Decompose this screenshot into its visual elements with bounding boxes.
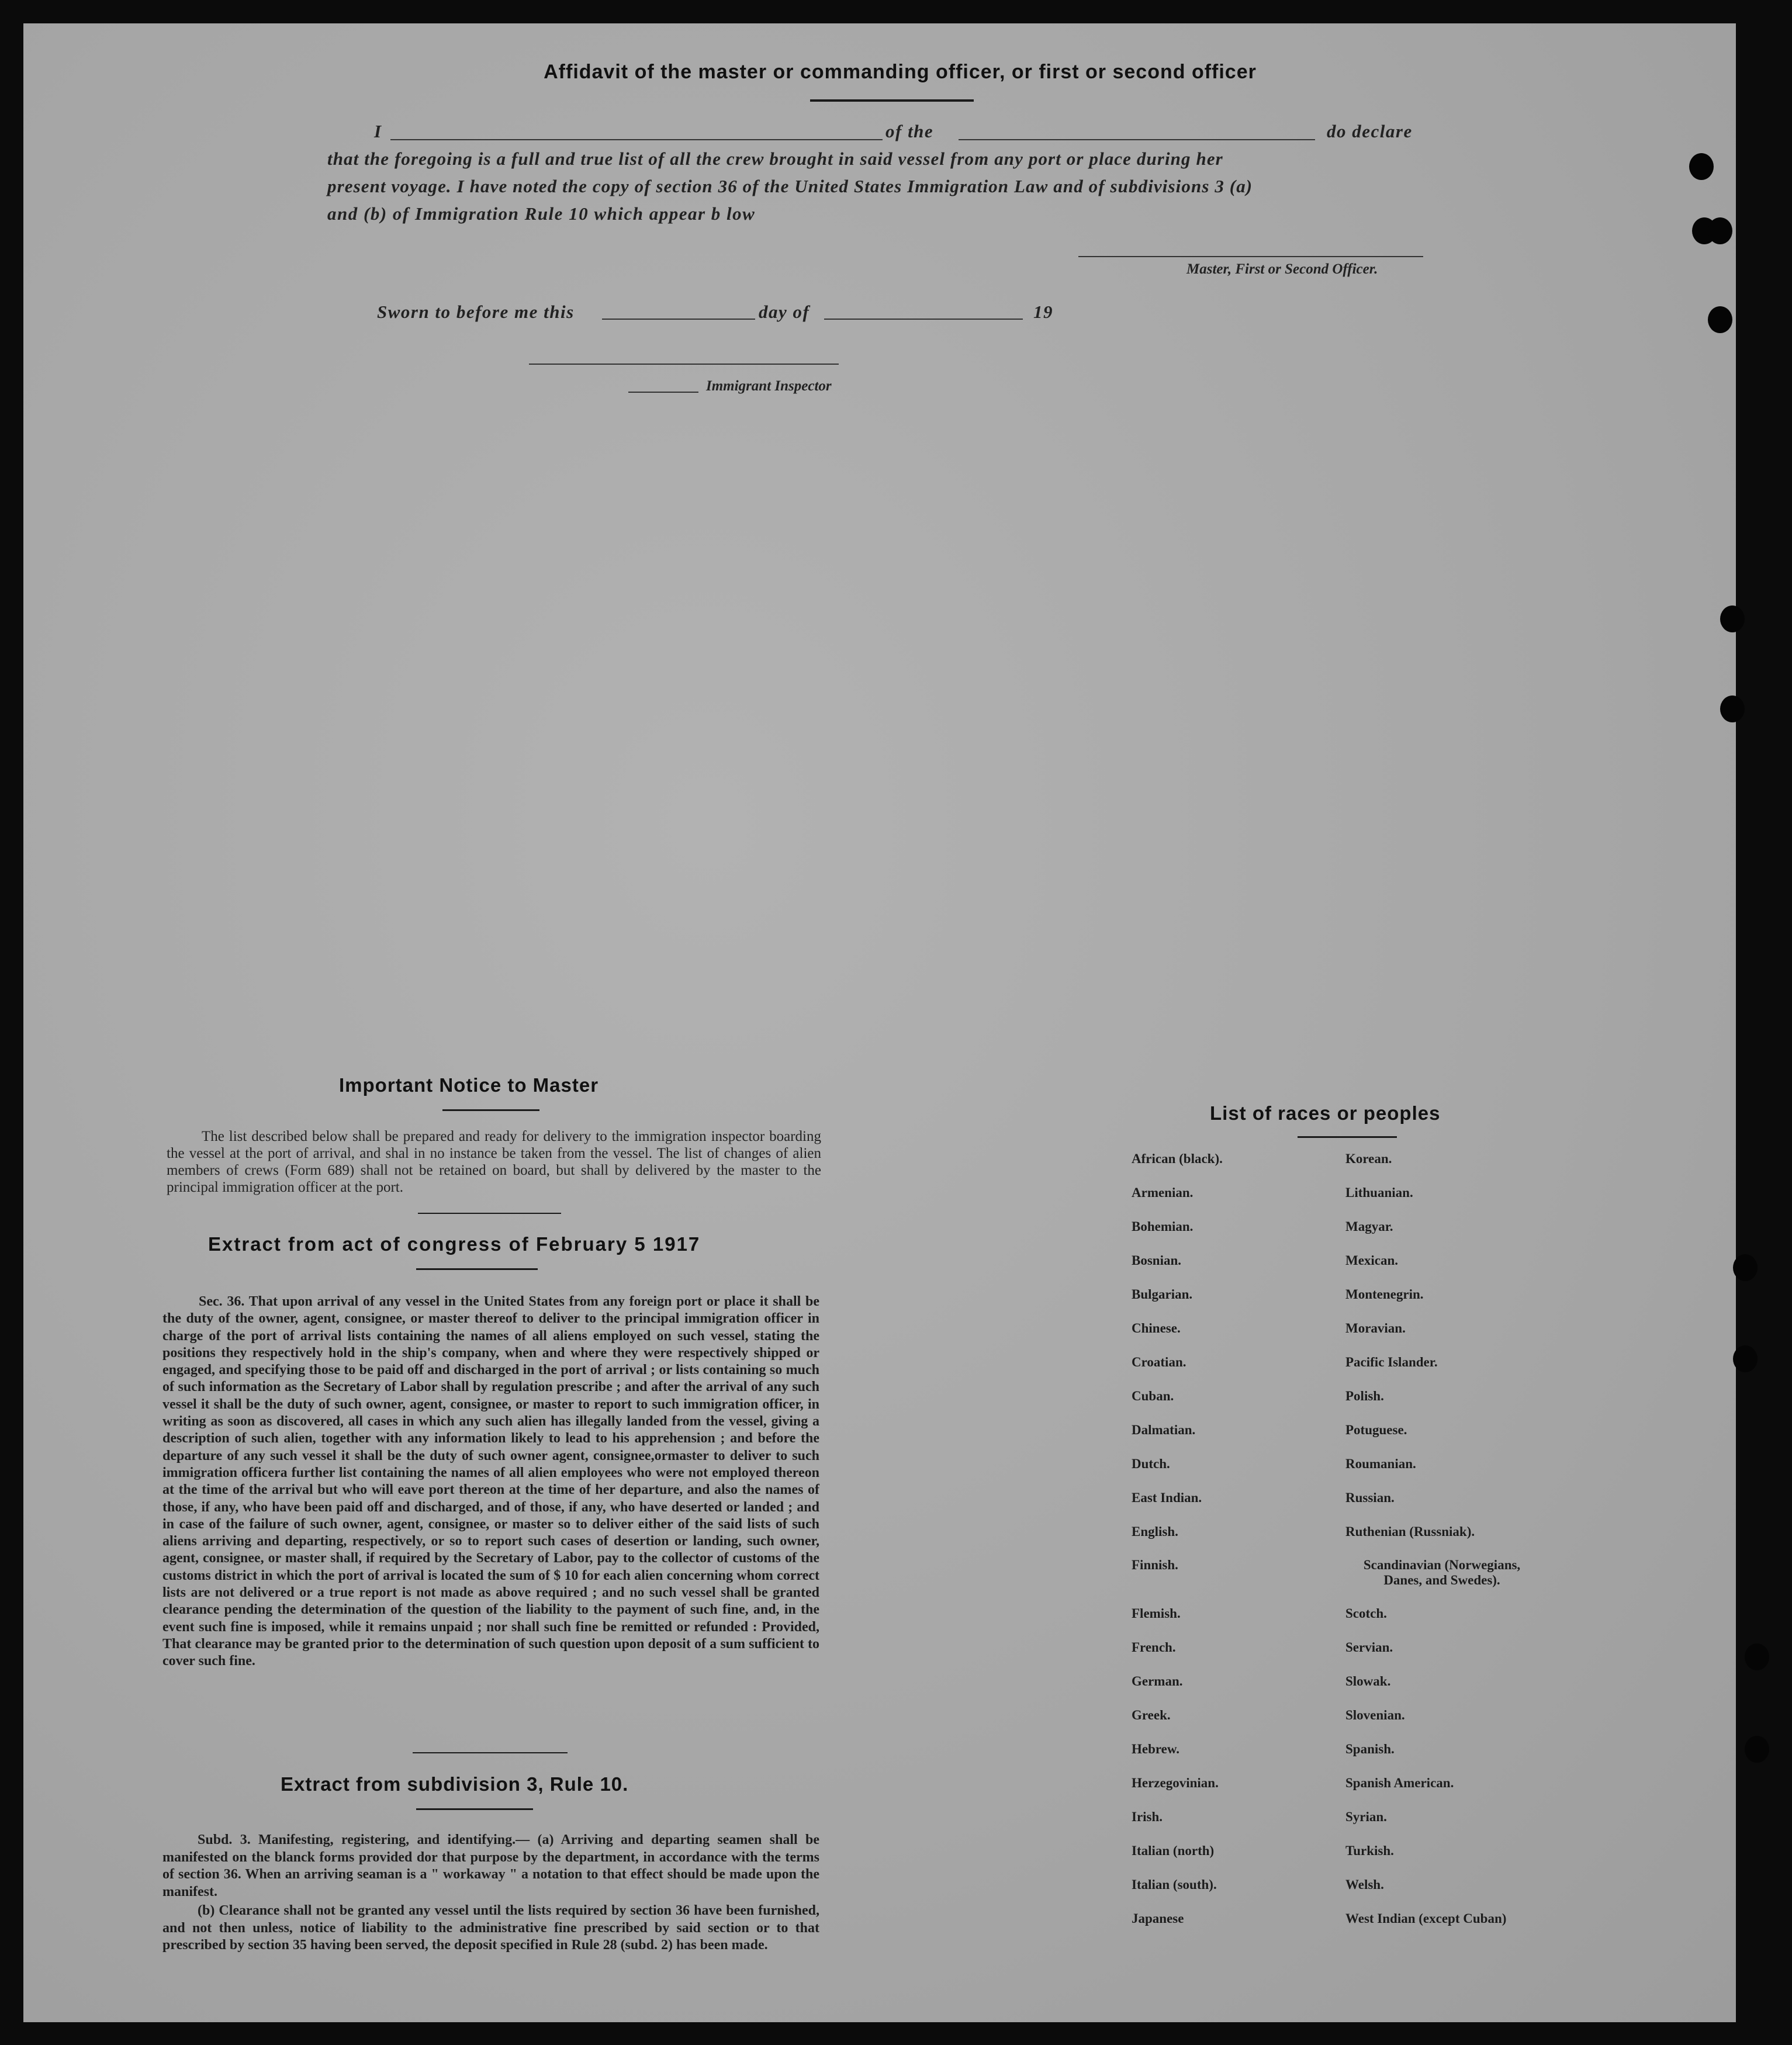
race-right-item: Montenegrin.: [1345, 1287, 1424, 1302]
rule-subdivision-b: (b) Clearance shall not be granted any vessel until the lists required by section 36 have been furnished, and not then unless, notice of liability to the administrative fine prescribed by said section or to that prescribed by section 35 having been served, the deposit specified in Rule 28 (subd. 2) has been made.: [162, 1903, 819, 1953]
sworn-day-blank: [602, 319, 755, 320]
race-left-item: Hebrew.: [1132, 1742, 1179, 1756]
race-left-item: English.: [1132, 1524, 1178, 1539]
master-signature-line: [1078, 256, 1423, 257]
race-left-item: German.: [1132, 1674, 1183, 1688]
binder-hole: [1745, 1643, 1769, 1670]
inspector-label: Immigrant Inspector: [706, 378, 832, 394]
binder-hole: [1720, 695, 1745, 722]
races-title: List of races or peoples: [1210, 1102, 1441, 1124]
race-left-item: East Indian.: [1132, 1490, 1202, 1505]
race-right-item: Servian.: [1345, 1640, 1393, 1655]
name-blank: [390, 139, 883, 140]
race-right-item: Mexican.: [1345, 1253, 1399, 1268]
race-right-item: Slovenian.: [1345, 1708, 1405, 1722]
race-left-item: Bulgarian.: [1132, 1287, 1193, 1302]
notice-divider: [418, 1213, 561, 1214]
race-right-item: Turkish.: [1345, 1843, 1394, 1858]
race-left-item: Flemish.: [1132, 1606, 1181, 1621]
affidavit-line-3: present voyage. I have noted the copy of section 36 of the United States Immigration Law and of subdivisions 3 (a): [327, 176, 1253, 196]
race-right-item: Spanish American.: [1345, 1776, 1454, 1790]
race-left-item: Bohemian.: [1132, 1219, 1193, 1234]
act-title-underline: [416, 1268, 538, 1270]
form-page: [23, 23, 1736, 2022]
act-divider: [413, 1752, 568, 1753]
race-left-item: Italian (south).: [1132, 1877, 1217, 1892]
binder-hole: [1708, 217, 1732, 244]
race-left-item: Italian (north): [1132, 1843, 1215, 1858]
affidavit-line-1: I: [374, 121, 382, 141]
race-right-item: Scotch.: [1345, 1606, 1387, 1621]
binder-hole: [1745, 1736, 1769, 1763]
affidavit-line-4: and (b) of Immigration Rule 10 which appear b low: [327, 203, 756, 224]
race-right-item: Potuguese.: [1345, 1423, 1407, 1437]
race-right-item: West Indian (except Cuban): [1345, 1911, 1507, 1926]
act-title: Extract from act of congress of February 5 1917: [208, 1233, 701, 1255]
affidavit-title: Affidavit of the master or commanding officer, or first or second officer: [544, 61, 1257, 83]
race-left-item: Chinese.: [1132, 1321, 1181, 1335]
sworn-prefix: Sworn to before me this: [377, 302, 575, 322]
race-left-item: Japanese: [1132, 1911, 1184, 1926]
binder-hole: [1733, 1345, 1758, 1372]
race-right-item: Welsh.: [1345, 1877, 1384, 1892]
act-section-36-text: Sec. 36. That upon arrival of any vessel in the United States from any foreign port or place it shall be the duty of the owner, agent, consignee, or master thereof to deliver to the principal immigration officer in charge of the port of arrival lists containing the names of all aliens employed on such vessel, stating the positions they respectively hold in the ship's company, when and where they were respectively shipped or engaged, and specifying those to be paid off and discharged in the port of arrival ; or lists containing so much of such information as the Secretary of Labor shall by regulation prescribe ; and after the arrival of any such vessel it shall be the duty of such owner, agent, consignee, or master to report to such immigration officer, in writing as soon as discovered, all cases in which any such alien has illegally landed from the vessel, giving a description of such alien, together with any information likely to lead to his apprehension ; and before the departure of any such vessel it shall be the duty of such owner agent, consignee,ormaster to deliver to such immigration officera further list containing the names of all alien employees who were not employed thereon at the time of the arrival but who will eave port thereon at the time of her departure, and also the names of those, if any, who have been paid off and discharged, and of those, if any, who have deserted or landed ; and in case of the failure of such owner, agent, consignee, or master so to deliver either of the said lists of such aliens arriving and departing, respectively, or so to report such cases of desertion or landing, such owner, agent, consignee, or master shall, if required by the Secretary of Labor, pay to the collector of customs of the customs district in which the port of arrival is located the sum of $ 10 for each alien concerning whom correct lists are not delivered or a true report is not made as above required ; and no such vessel shall be granted clearance pending the determination of the question of the liability to the payment of such fine, and, in the event such fine is imposed, while it remains unpaid ; nor shall such fine be remitted or refunded : Provided, That clearance may be granted prior to the determination of such question upon deposit of a sum sufficient to cover such fine.: [162, 1294, 819, 1669]
race-left-item: Dalmatian.: [1132, 1423, 1196, 1437]
binder-hole: [1708, 306, 1732, 333]
affidavit-do-declare: do declare: [1327, 121, 1413, 141]
race-left-item: Croatian.: [1132, 1355, 1186, 1369]
race-right-item: Polish.: [1345, 1389, 1384, 1403]
race-left-item: Finnish.: [1132, 1558, 1178, 1572]
race-right-item: Moravian.: [1345, 1321, 1406, 1335]
race-right-item: Syrian.: [1345, 1809, 1387, 1824]
notice-title-underline: [442, 1109, 539, 1111]
affidavit-of-the: of the: [885, 121, 934, 141]
race-left-item: Dutch.: [1132, 1456, 1170, 1471]
rule-subdivision-a: Subd. 3. Manifesting, registering, and identifying.— (a) Arriving and departing seamen shall be manifested on the blanck forms provided dor that purpose by the department, in accordance with the terms of section 36. When an arriving seaman is a " workaway " a notation to that effect should be made upon the manifest.: [162, 1832, 819, 1899]
race-right-item: Slowak.: [1345, 1674, 1391, 1688]
binder-hole: [1733, 1254, 1758, 1281]
race-right-item: Magyar.: [1345, 1219, 1393, 1234]
binder-hole: [1720, 605, 1745, 632]
affidavit-title-underline: [810, 99, 974, 102]
rule-title-underline: [416, 1808, 533, 1810]
rule-title: Extract from subdivision 3, Rule 10.: [281, 1773, 629, 1795]
race-left-item: Cuban.: [1132, 1389, 1174, 1403]
race-right-item: Pacific Islander.: [1345, 1355, 1438, 1369]
master-signature-label: Master, First or Second Officer.: [1186, 261, 1378, 277]
race-right-item: Ruthenian (Russniak).: [1345, 1524, 1475, 1539]
race-right-item: Spanish.: [1345, 1742, 1395, 1756]
vessel-blank: [959, 139, 1315, 140]
binder-hole: [1689, 153, 1714, 180]
race-left-item: Armenian.: [1132, 1185, 1193, 1200]
affidavit-line-2: that the foregoing is a full and true list of all the crew brought in said vessel from any port or place during her: [327, 148, 1223, 169]
race-right-item: Lithuanian.: [1345, 1185, 1413, 1200]
notice-text: The list described below shall be prepared and ready for delivery to the immigration inspector boarding the vessel at the port of arrival, and shal in no instance be taken from the vessel. The list of changes of alien members of crews (Form 689) shall not be retained on board, but shall by delivered by the master to the principal immigration officer at the port.: [167, 1129, 821, 1195]
race-right-item: Scandinavian (Norwegians, Danes, and Swedes).: [1363, 1558, 1521, 1587]
race-left-item: Greek.: [1132, 1708, 1171, 1722]
races-title-underline: [1298, 1136, 1397, 1138]
race-left-item: Herzegovinian.: [1132, 1776, 1219, 1790]
sworn-month-blank: [824, 319, 1023, 320]
race-right-item: Russian.: [1345, 1490, 1395, 1505]
race-right-item: Roumanian.: [1345, 1456, 1416, 1471]
race-left-item: French.: [1132, 1640, 1176, 1655]
race-left-item: Bosnian.: [1132, 1253, 1182, 1268]
sworn-day-of: day of: [759, 302, 810, 322]
race-right-item: Korean.: [1345, 1151, 1392, 1166]
race-left-item: African (black).: [1132, 1151, 1223, 1166]
notice-title: Important Notice to Master: [339, 1074, 599, 1096]
race-left-item: Irish.: [1132, 1809, 1163, 1824]
sworn-year: 19: [1033, 302, 1053, 322]
inspector-short-line: [628, 392, 698, 393]
inspector-signature-line: [529, 364, 839, 365]
